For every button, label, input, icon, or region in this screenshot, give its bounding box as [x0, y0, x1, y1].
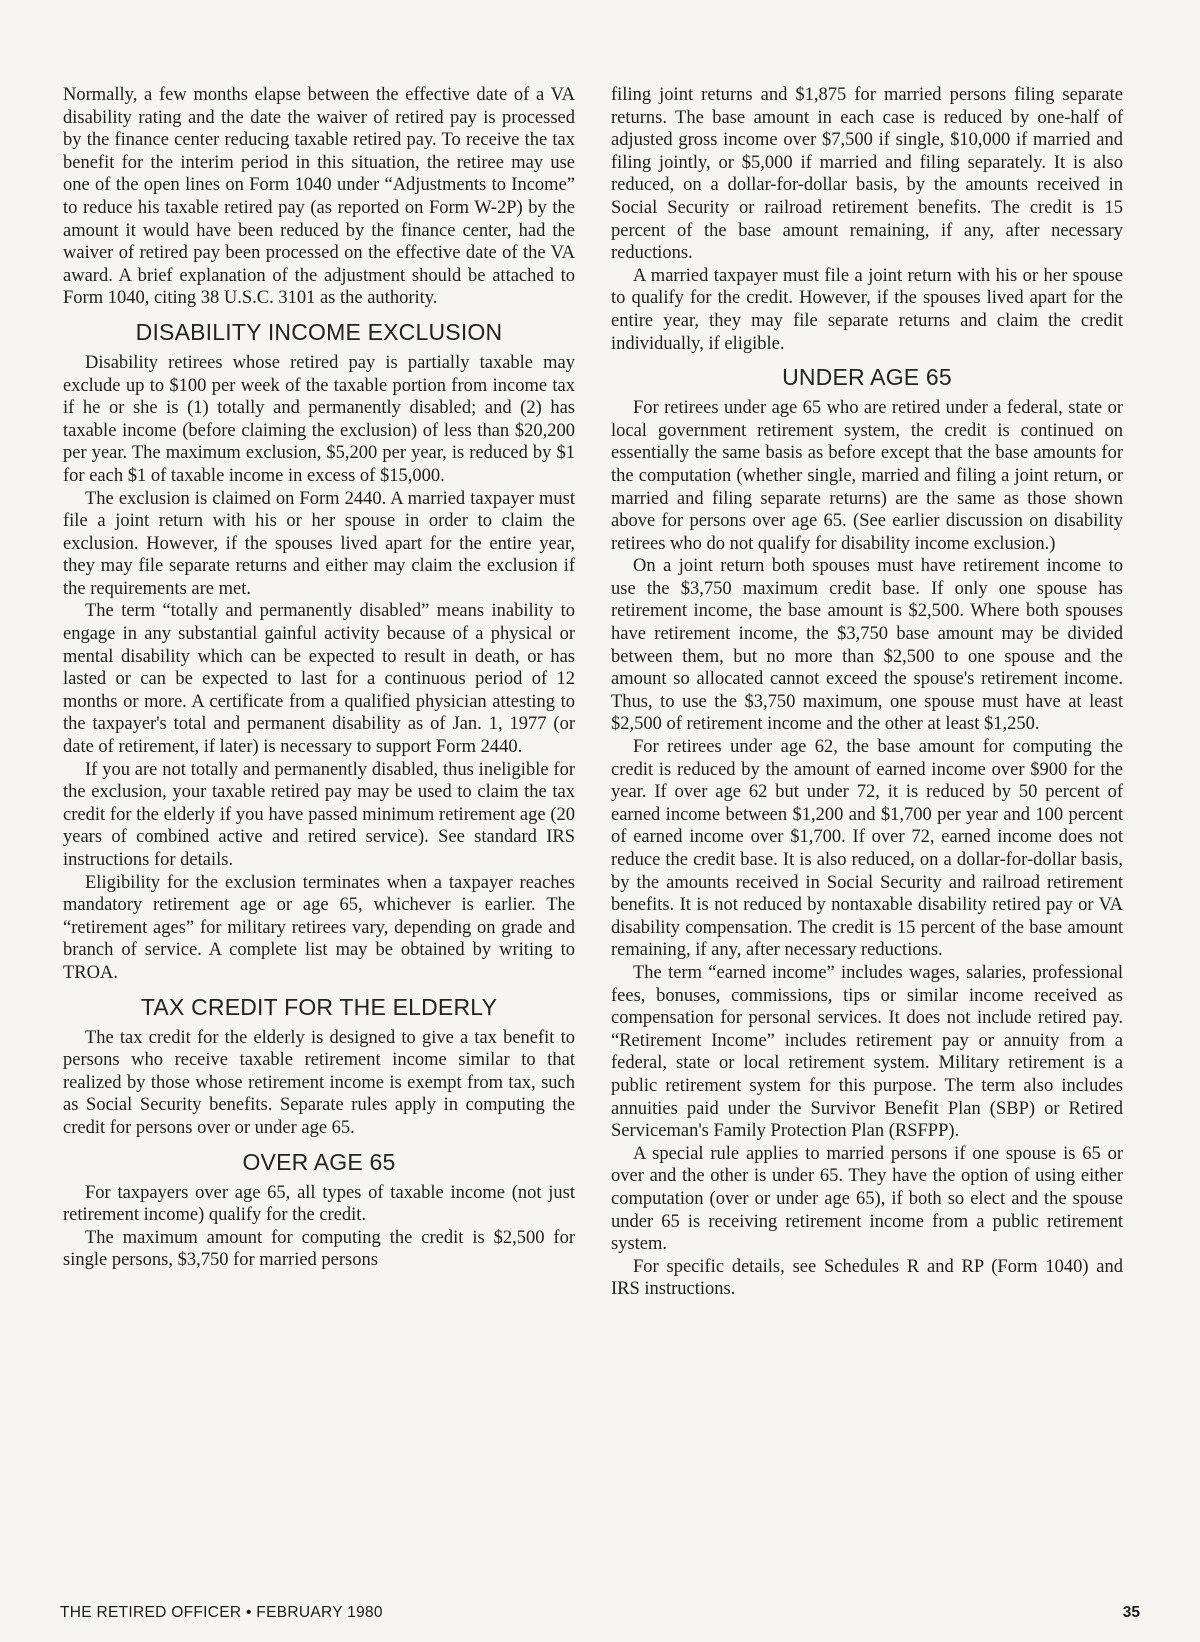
paragraph: The tax credit for the elderly is designed to give a tax benefit to persons who receive taxable retirement income similar to that realized by those whose retirement income is exempt from tax, such as Social Security benefits. Separate rules apply in computing the credit for persons over or under age 65. [63, 1027, 575, 1138]
section-heading-over-age-65: OVER AGE 65 [242, 1148, 396, 1175]
paragraph: For taxpayers over age 65, all types of taxable income (not just retirement income) qualify for the credit. [63, 1182, 575, 1226]
right-column [611, 84, 1123, 1301]
paragraph: Eligibility for the exclusion terminates when a taxpayer reaches mandatory retirement age or age 65, whichever is earlier. The “retirement ages” for military retirees vary, depending on grade and branch of service. A complete list may be obtained by writing to TROA. [63, 872, 575, 983]
section-heading-tax-credit-for-the-elderly: TAX CREDIT FOR THE ELDERLY [140, 993, 498, 1020]
paragraph: Disability retirees whose retired pay is partially taxable may exclude up to $100 per week of the taxable portion from income tax if he or she is (1) totally and permanently disabled; and (2) has taxable income (before claiming the exclusion) of less than $20,200 per year. The maximum exclusion, $5,200 per year, is reduced by $1 for each $1 of taxable income in excess of $15,000. [63, 352, 575, 486]
paragraph: On a joint return both spouses must have retirement income to use the $3,750 maximum credit base. If only one spouse has retirement income, the base amount is $2,500. Where both spouses have retirement income, the $3,750 base amount may be divided between them, but no more than $2,500 to one spouse and the amount so allocated cannot exceed the spouse's retirement income. Thus, to use the $3,750 maximum, one spouse must have at least $2,500 of retirement income and the other at least $1,250. [611, 556, 1123, 735]
paragraph: A married taxpayer must file a joint return with his or her spouse to qualify for the credit. However, if the spouses lived apart for the entire year, they may file separate returns and claim the credit individually, if eligible. [611, 265, 1123, 354]
paragraph: The exclusion is claimed on Form 2440. A married taxpayer must file a joint return with his or her spouse in order to claim the exclusion. However, if the spouses lived apart for the entire year, they may file separate returns and either may claim the exclusion if the requirements are met. [63, 488, 575, 599]
section-heading-under-age-65: UNDER AGE 65 [782, 364, 952, 391]
paragraph: For retirees under age 65 who are retired under a federal, state or local government retirement system, the credit is continued on essentially the same basis as before except that the base amounts for the computation (whether single, married and filing a joint return, or married and filing separate returns) are the same as those shown above for persons over age 65. (See earlier discussion on disability retirees who do not qualify for disability income exclusion.) [611, 398, 1123, 554]
section-heading-disability-income-exclusion: DISABILITY INCOME EXCLUSION [135, 318, 503, 345]
paragraph: Normally, a few months elapse between the effective date of a VA disability rating and the date the waiver of retired pay is processed by the finance center reducing taxable retired pay. To receive the tax benefit for the interim period in this situation, the retiree may use one of the open lines on Form 1040 under “Adjustments to Income” to reduce his taxable retired pay (as reported on Form W-2P) by the amount it would have been reduced by the finance center, had the waiver of retired pay been processed on the effective date of the VA award. A brief explanation of the adjustment should be attached to Form 1040, citing 38 U.S.C. 3101 as the authority. [63, 85, 575, 309]
paragraph: filing joint returns and $1,875 for married persons filing separate returns. The base amount in each case is reduced by one-half of adjusted gross income over $7,500 if single, $10,000 if married and filing jointly, or $5,000 if married and filing separately. It is also reduced, on a dollar-for-dollar basis, by the amounts received in Social Security or railroad retirement benefits. The credit is 15 percent of the base amount remaining, if any, after necessary reductions. [611, 85, 1123, 264]
paragraph: For retirees under age 62, the base amount for computing the credit is reduced by the amount of earned income over $900 for the year. If over age 62 but under 72, it is reduced by 50 percent of earned income between $1,200 and $1,700 per year and 100 percent of earned income over $1,700. If over 72, earned income does not reduce the credit base. It is also reduced, on a dollar-for-dollar basis, by the amounts received in Social Security and railroad retirement benefits. It is not reduced by nontaxable disability retired pay or VA disability compensation. The credit is 15 percent of the base amount remaining, if any, after necessary reductions. [611, 737, 1123, 961]
paragraph: The term “totally and permanently disabled” means inability to engage in any substantial gainful activity because of a physical or mental disability which can be expected to result in death, or has lasted or can be expected to last for a continuous period of 12 months or more. A certificate from a qualified physician attesting to the taxpayer's total and permanent disability as of Jan. 1, 1977 (or date of retirement, if later) is necessary to support Form 2440. [63, 601, 575, 758]
footer-masthead: THE RETIRED OFFICER • FEBRUARY 1980 [60, 1604, 383, 1621]
paragraph: For specific details, see Schedules R and RP (Form 1040) and IRS instructions. [611, 1256, 1123, 1300]
paragraph: A special rule applies to married persons if one spouse is 65 or over and the other is under 65. They have the option of using either computation (over or under age 65), if both so elect and the spouse under 65 is receiving retirement income from a public retirement system. [611, 1143, 1123, 1255]
page-number: 35 [1122, 1604, 1140, 1621]
paragraph: If you are not totally and permanently disabled, thus ineligible for the exclusion, your taxable retired pay may be used to claim the tax credit for the elderly if you have passed minimum retirement age (20 years of combined active and retired service). See standard IRS instructions for details. [63, 759, 575, 870]
paragraph: The term “earned income” includes wages, salaries, professional fees, bonuses, commissions, tips or similar income received as compensation for personal services. It does not include retired pay. “Retirement Income” includes retirement pay or annuity from a federal, state or local retirement system. Military retirement is a public retirement system for this purpose. The term also includes annuities paid under the Survivor Benefit Plan (SBP) or Retired Serviceman's Family Protection Plan (RSFPP). [611, 962, 1123, 1142]
paragraph: The maximum amount for computing the credit is $2,500 for single persons, $3,750 for married persons [63, 1227, 575, 1271]
left-column [63, 84, 575, 1272]
